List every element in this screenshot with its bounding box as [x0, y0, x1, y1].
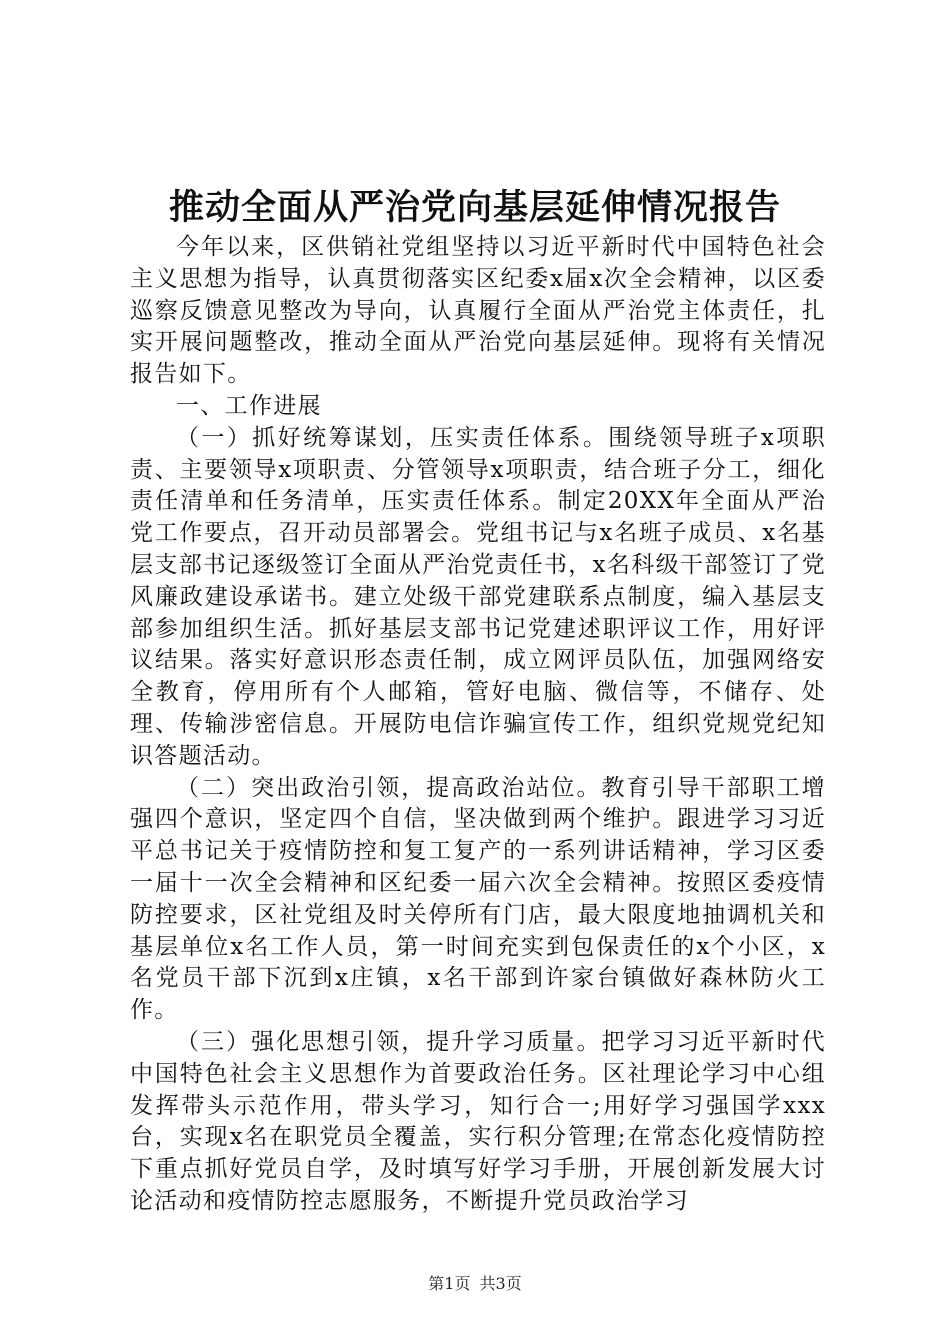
page-footer — [0, 1272, 950, 1296]
section-heading: 一、工作进展 — [176, 392, 322, 419]
document-body — [130, 232, 826, 1218]
page-number: 第1页 — [428, 1274, 471, 1293]
paragraph-item-2: （二）突出政治引领，提高政治站位。教育引导干部职工增强四个意识，坚定四个自信，坚决做到两个维护。跟进学习习近平总书记关于疫情防控和复工复产的一系列讲话精神，学习区委一届十一次全会精神和区纪委一届六次全会精神。按照区委疫情防控要求，区社党组及时关停所有门店，最大限度地抽调机关和基层单位x名工作人员，第一时间充实到包保责任的x个小区，x名党员干部下沉到x庄镇，x名干部到许家台镇做好森林防火工作。 — [130, 774, 826, 1024]
paragraph-intro: 今年以来，区供销社党组坚持以习近平新时代中国特色社会主义思想为指导，认真贯彻落实区纪委x届x次全会精神，以区委巡察反馈意见整改为导向，认真履行全面从严治党主体责任，扎实开展问题整改，推动全面从严治党向基层延伸。现将有关情况报告如下。 — [130, 234, 826, 388]
paragraph-item-3: （三）强化思想引领，提升学习质量。把学习习近平新时代中国特色社会主义思想作为首要政治任务。区社理论学习中心组发挥带头示范作用，带头学习，知行合一;用好学习强国学xxx台，实现x名在职党员全覆盖，实行积分管理;在常态化疫情防控下重点抓好党员自学，及时填写好学习手册，开展创新发展大讨论活动和疫情防控志愿服务，不断提升党员政治学习 — [130, 1028, 826, 1214]
page-total: 共3页 — [479, 1274, 522, 1293]
document-title: 推动全面从严治党向基层延伸情况报告 — [168, 187, 781, 228]
paragraph-item-1: （一）抓好统筹谋划，压实责任体系。围绕领导班子x项职责、主要领导x项职责、分管领导x项职责，结合班子分工，细化责任清单和任务清单，压实责任体系。制定20XX年全面从严治党工作要点，召开动员部署会。党组书记与x名班子成员、x名基层支部书记逐级签订全面从严治党责任书，x名科级干部签订了党风廉政建设承诺书。建立处级干部党建联系点制度，编入基层支部参加组织生活。抓好基层支部书记党建述职评议工作，用好评议结果。落实好意识形态责任制，成立网评员队伍，加强网络安全教育，停用所有个人邮箱，管好电脑、微信等，不储存、处理、传输涉密信息。开展防电信诈骗宣传工作，组织党规党纪知识答题活动。 — [130, 424, 826, 769]
